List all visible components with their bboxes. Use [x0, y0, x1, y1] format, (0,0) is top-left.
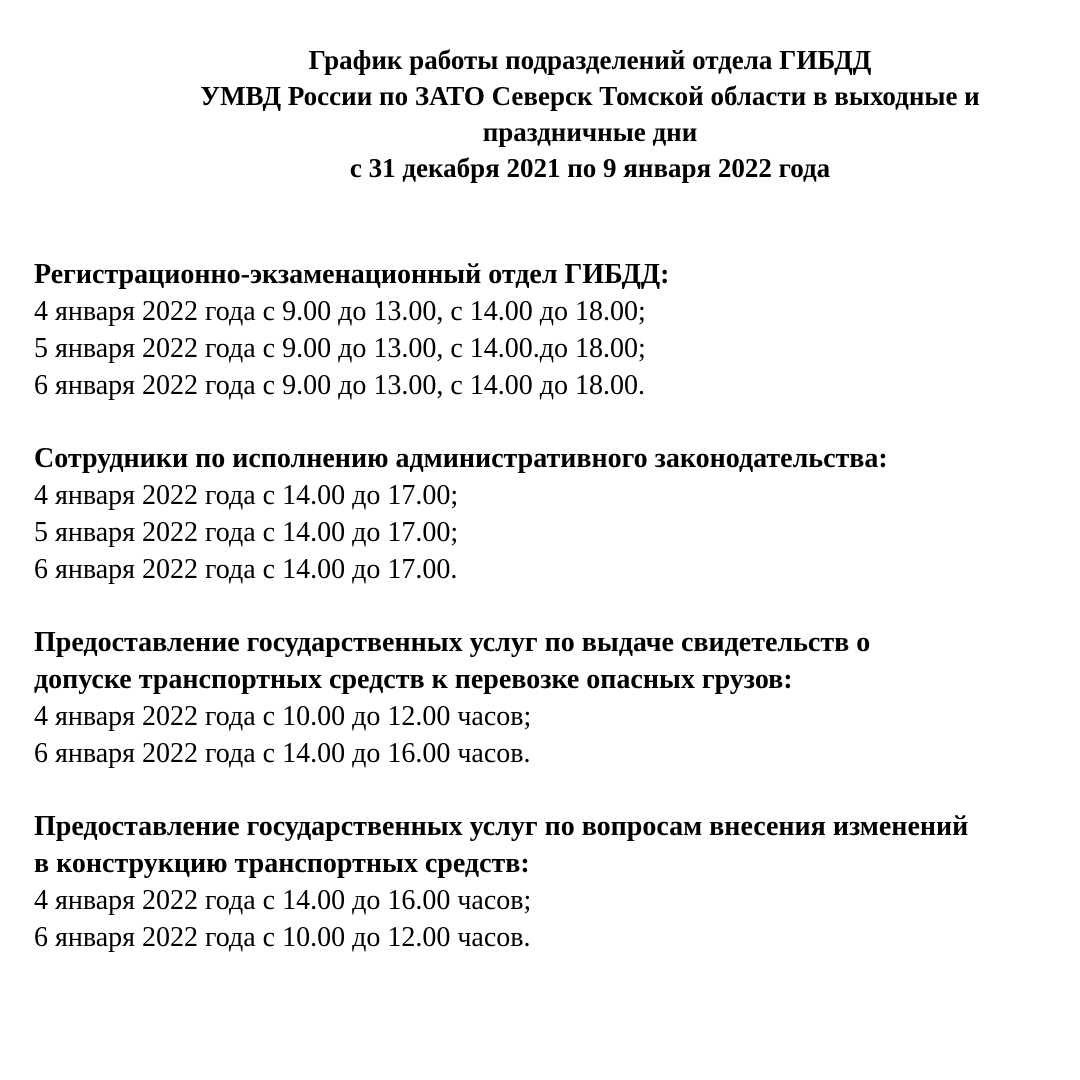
section-dangerous-goods: [34, 624, 1078, 772]
title-line: УМВД России по ЗАТО Северск Томской области в выходные и: [200, 81, 980, 111]
heading-line: Предоставление государственных услуг по вопросам внесения изменений: [34, 811, 969, 842]
schedule-line: 4 января 2022 года с 14.00 до 16.00 часов;: [34, 885, 532, 916]
schedule-content: [34, 256, 1078, 992]
heading-line: Регистрационно-экзаменационный отдел ГИБДД:: [34, 259, 670, 290]
schedule-line: 6 января 2022 года с 10.00 до 12.00 часов.: [34, 922, 531, 953]
section-heading: [34, 256, 1078, 293]
document-title: [150, 42, 1030, 186]
section-heading: [34, 808, 1078, 882]
heading-line: допуске транспортных средств к перевозке опасных грузов:: [34, 664, 793, 695]
schedule-line: 6 января 2022 года с 14.00 до 16.00 часов.: [34, 738, 531, 769]
schedule-line: 4 января 2022 года с 14.00 до 17.00;: [34, 480, 459, 511]
schedule-line: 5 января 2022 года с 14.00 до 17.00;: [34, 517, 459, 548]
heading-line: в конструкцию транспортных средств:: [34, 848, 530, 879]
schedule-line: 6 января 2022 года с 14.00 до 17.00.: [34, 554, 458, 585]
section-heading: [34, 440, 1078, 477]
title-line: праздничные дни: [482, 117, 698, 147]
title-line: График работы подразделений отдела ГИБДД: [308, 45, 872, 75]
section-administrative-law: [34, 440, 1078, 588]
schedule-line: 6 января 2022 года с 9.00 до 13.00, с 14.00 до 18.00.: [34, 370, 646, 401]
heading-line: Предоставление государственных услуг по выдаче свидетельств о: [34, 627, 871, 658]
section-heading: [34, 624, 1078, 698]
title-line: с 31 декабря 2021 по 9 января 2022 года: [349, 153, 831, 183]
heading-line: Сотрудники по исполнению административного законодательства:: [34, 443, 888, 474]
section-registration-exam: [34, 256, 1078, 404]
schedule-line: 5 января 2022 года с 9.00 до 13.00, с 14.00.до 18.00;: [34, 333, 646, 364]
schedule-line: 4 января 2022 года с 9.00 до 13.00, с 14.00 до 18.00;: [34, 296, 646, 327]
schedule-line: 4 января 2022 года с 10.00 до 12.00 часов;: [34, 701, 532, 732]
section-vehicle-modification: [34, 808, 1078, 956]
